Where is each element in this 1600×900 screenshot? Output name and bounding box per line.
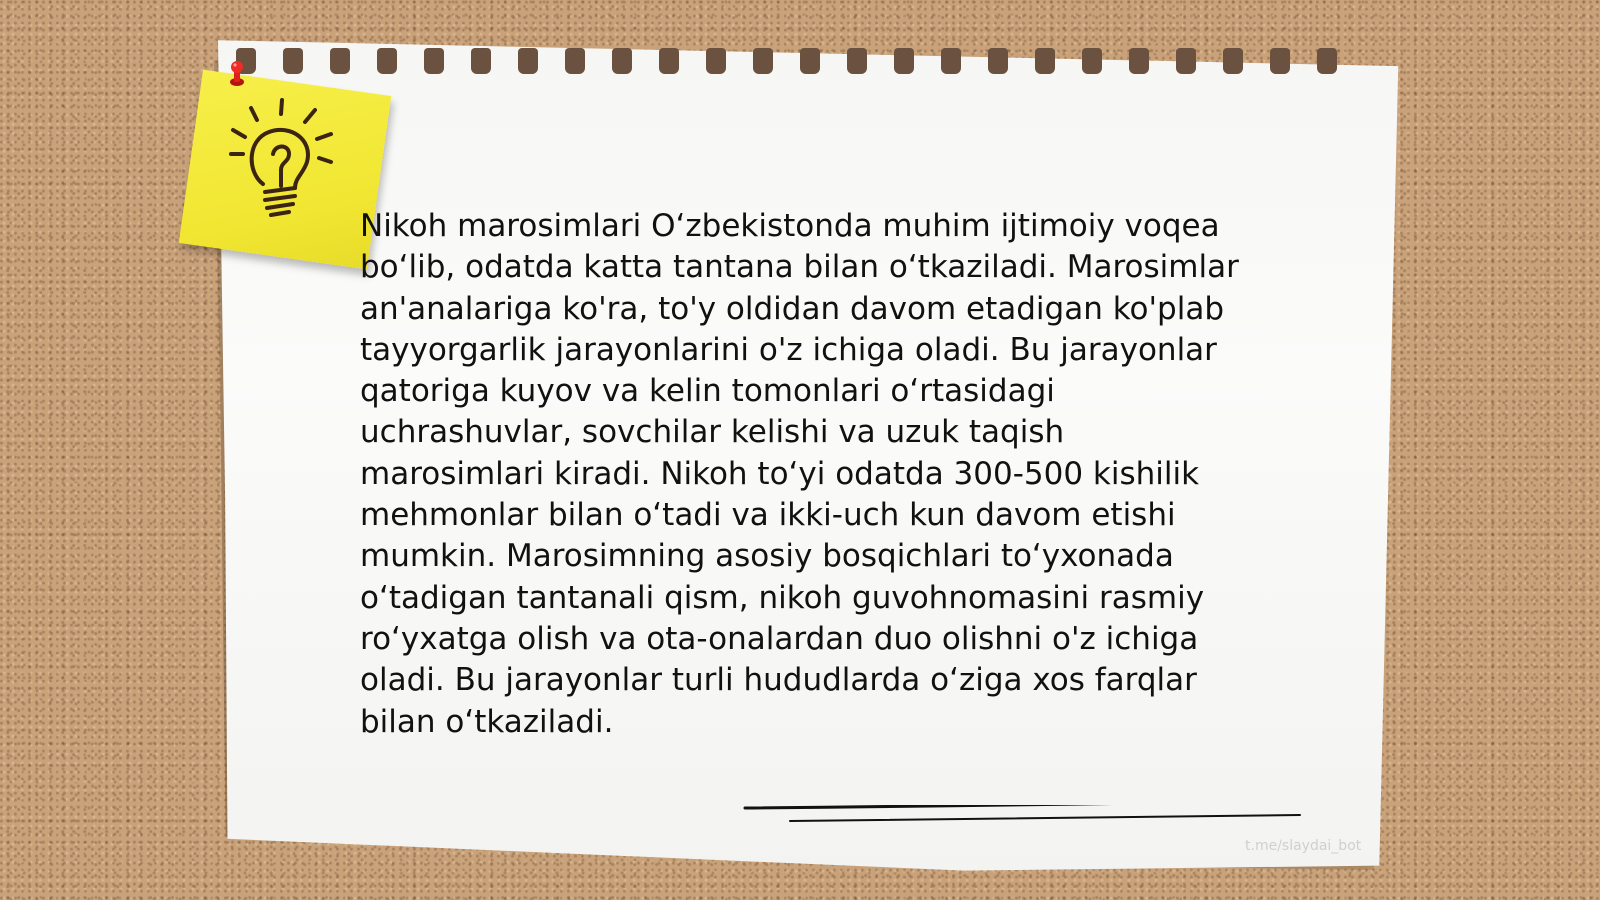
spiral-holes xyxy=(236,44,1356,76)
decorative-underlines xyxy=(740,805,1390,835)
slide-body-text: Nikoh marosimlari O‘zbekistonda muhim ijtimoiy voqea bo‘lib, odatda katta tantana bilan o‘tkaziladi. Marosimlar an'analariga ko'ra, to'y oldidan davom etadigan ko'plab tayyorgarlik jarayonlarini o'z ichiga oladi. Bu jarayonlar qatoriga kuyov va kelin tomonlari o‘rtasidagi uchrashuvlar, sovchilar kelishi va uzuk taqish marosimlari kiradi. Nikoh to‘yi odatda 300-500 kishilik mehmonlar bilan o‘tadi va ikki-uch kun davom etishi mumkin. Marosimning asosiy bosqichlari to‘yxonada o‘tadigan tantanali qism, nikoh guvohnomasini rasmiy ro‘yxatga olish va ota-onalardan duo olishni o'z ichiga oladi. Bu jarayonlar turli hududlarda o‘ziga xos farqlar bilan o‘tkaziladi. xyxy=(360,208,1239,740)
lightbulb-icon xyxy=(225,92,340,227)
watermark: t.me/slaydai_bot xyxy=(1245,838,1362,854)
pushpin-icon xyxy=(228,60,246,90)
